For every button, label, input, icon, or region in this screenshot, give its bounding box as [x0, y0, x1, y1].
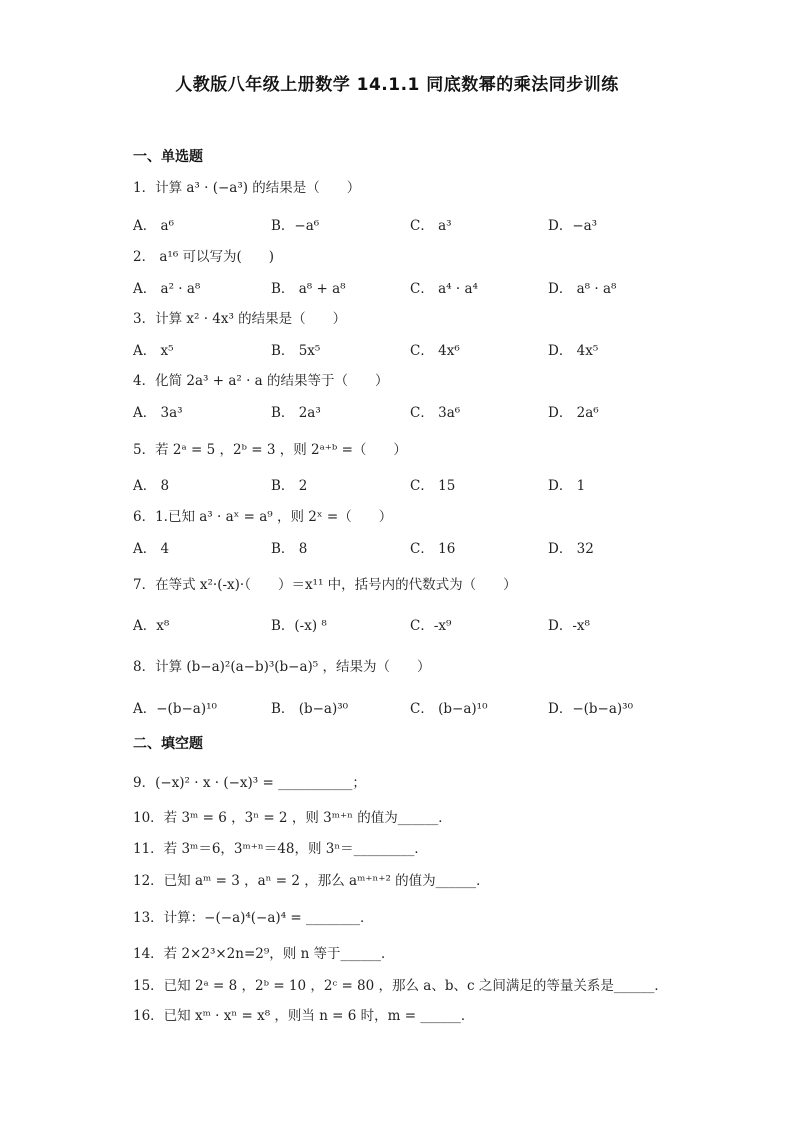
- question-5-stem: 5．若 2ᵃ = 5 ，2ᵇ = 3 ，则 2ᵃ⁺ᵇ =（ ）: [133, 442, 407, 458]
- question-2-option-b: B． a⁸ + a⁸: [271, 281, 346, 297]
- question-1-stem: 1．计算 a³ · (−a³) 的结果是（ ）: [133, 180, 361, 196]
- question-2-option-c: C． a⁴ · a⁴: [410, 281, 478, 297]
- question-8-option-d: D．−(b−a)³⁰: [548, 701, 633, 717]
- question-3-option-a: A． x⁵: [133, 343, 174, 359]
- question-7-stem: 7．在等式 x²·(-x)·（ ）＝x¹¹ 中，括号内的代数式为（ ）: [133, 577, 517, 593]
- question-16: 16．已知 xᵐ · xⁿ = x⁸ ，则当 n = 6 时，m = ______．: [133, 1008, 475, 1024]
- question-1-option-a: A． a⁶: [133, 218, 175, 234]
- question-7-option-b: B．(-x) ⁸: [271, 618, 327, 634]
- question-4-stem: 4．化简 2a³ + a² · a 的结果等于（ ）: [133, 373, 389, 389]
- question-8-stem: 8．计算 (b−a)²(a−b)³(b−a)⁵ ，结果为（ ）: [133, 659, 431, 675]
- question-8-option-a: A．−(b−a)¹⁰: [133, 701, 217, 717]
- question-6-option-a: A． 4: [133, 541, 170, 557]
- question-3-option-b: B． 5x⁵: [271, 343, 321, 359]
- question-5-option-a: A． 8: [133, 478, 170, 494]
- question-6-option-c: C． 16: [410, 541, 456, 557]
- question-6-option-d: D． 32: [548, 541, 594, 557]
- question-2-option-d: D． a⁸ · a⁸: [548, 281, 617, 297]
- page-title: 人教版八年级上册数学 14.1.1 同底数幂的乘法同步训练: [175, 75, 619, 95]
- question-7-option-d: D．-x⁸: [548, 618, 590, 634]
- section-heading-single-choice: 一、单选题: [133, 149, 203, 165]
- question-2-stem: 2． a¹⁶ 可以写为( ): [133, 249, 275, 265]
- question-4-option-a: A． 3a³: [133, 405, 183, 421]
- question-4-option-c: C． 3a⁶: [410, 405, 461, 421]
- question-9: 9．(−x)² · x · (−x)³ = ___________；: [133, 775, 366, 791]
- question-7-option-c: C．-x⁹: [410, 618, 452, 634]
- question-1-option-b: B．−a⁶: [271, 218, 320, 234]
- question-1-option-c: C． a³: [410, 218, 452, 234]
- question-4-option-d: D． 2a⁶: [548, 405, 599, 421]
- question-13: 13．计算：−(−a)⁴(−a)⁴ = ________．: [133, 910, 374, 926]
- question-2-option-a: A． a² · a⁸: [133, 281, 201, 297]
- question-5-option-d: D． 1: [548, 478, 586, 494]
- question-7-option-a: A．x⁸: [133, 618, 170, 634]
- question-12: 12．已知 aᵐ = 3 ，aⁿ = 2 ，那么 aᵐ⁺ⁿ⁺² 的值为______．: [133, 873, 490, 889]
- question-5-option-c: C． 15: [410, 478, 456, 494]
- question-8-option-b: B． (b−a)³⁰: [271, 701, 349, 717]
- section-heading-fill-blank: 二、填空题: [133, 736, 203, 752]
- question-8-option-c: C． (b−a)¹⁰: [410, 701, 488, 717]
- question-4-option-b: B． 2a³: [271, 405, 321, 421]
- question-5-option-b: B． 2: [271, 478, 308, 494]
- question-14: 14．若 2×2³×2n=2⁹，则 n 等于______．: [133, 946, 395, 962]
- question-3-stem: 3．计算 x² · 4x³ 的结果是（ ）: [133, 311, 347, 327]
- question-15: 15．已知 2ᵃ = 8 ，2ᵇ = 10 ，2ᶜ = 80 ，那么 a、b、c 之间满足的等量关系是______．: [133, 978, 668, 994]
- question-1-option-d: D．−a³: [548, 218, 598, 234]
- question-6-option-b: B． 8: [271, 541, 308, 557]
- question-3-option-c: C． 4x⁶: [410, 343, 460, 359]
- question-3-option-d: D． 4x⁵: [548, 343, 599, 359]
- question-11: 11．若 3ᵐ＝6，3ᵐ⁺ⁿ＝48，则 3ⁿ＝_________．: [133, 841, 428, 857]
- question-10: 10．若 3ᵐ = 6 ，3ⁿ = 2 ，则 3ᵐ⁺ⁿ 的值为______．: [133, 810, 452, 826]
- question-6-stem: 6．1.已知 a³ · aˣ = a⁹ ，则 2ˣ =（ ）: [133, 509, 393, 525]
